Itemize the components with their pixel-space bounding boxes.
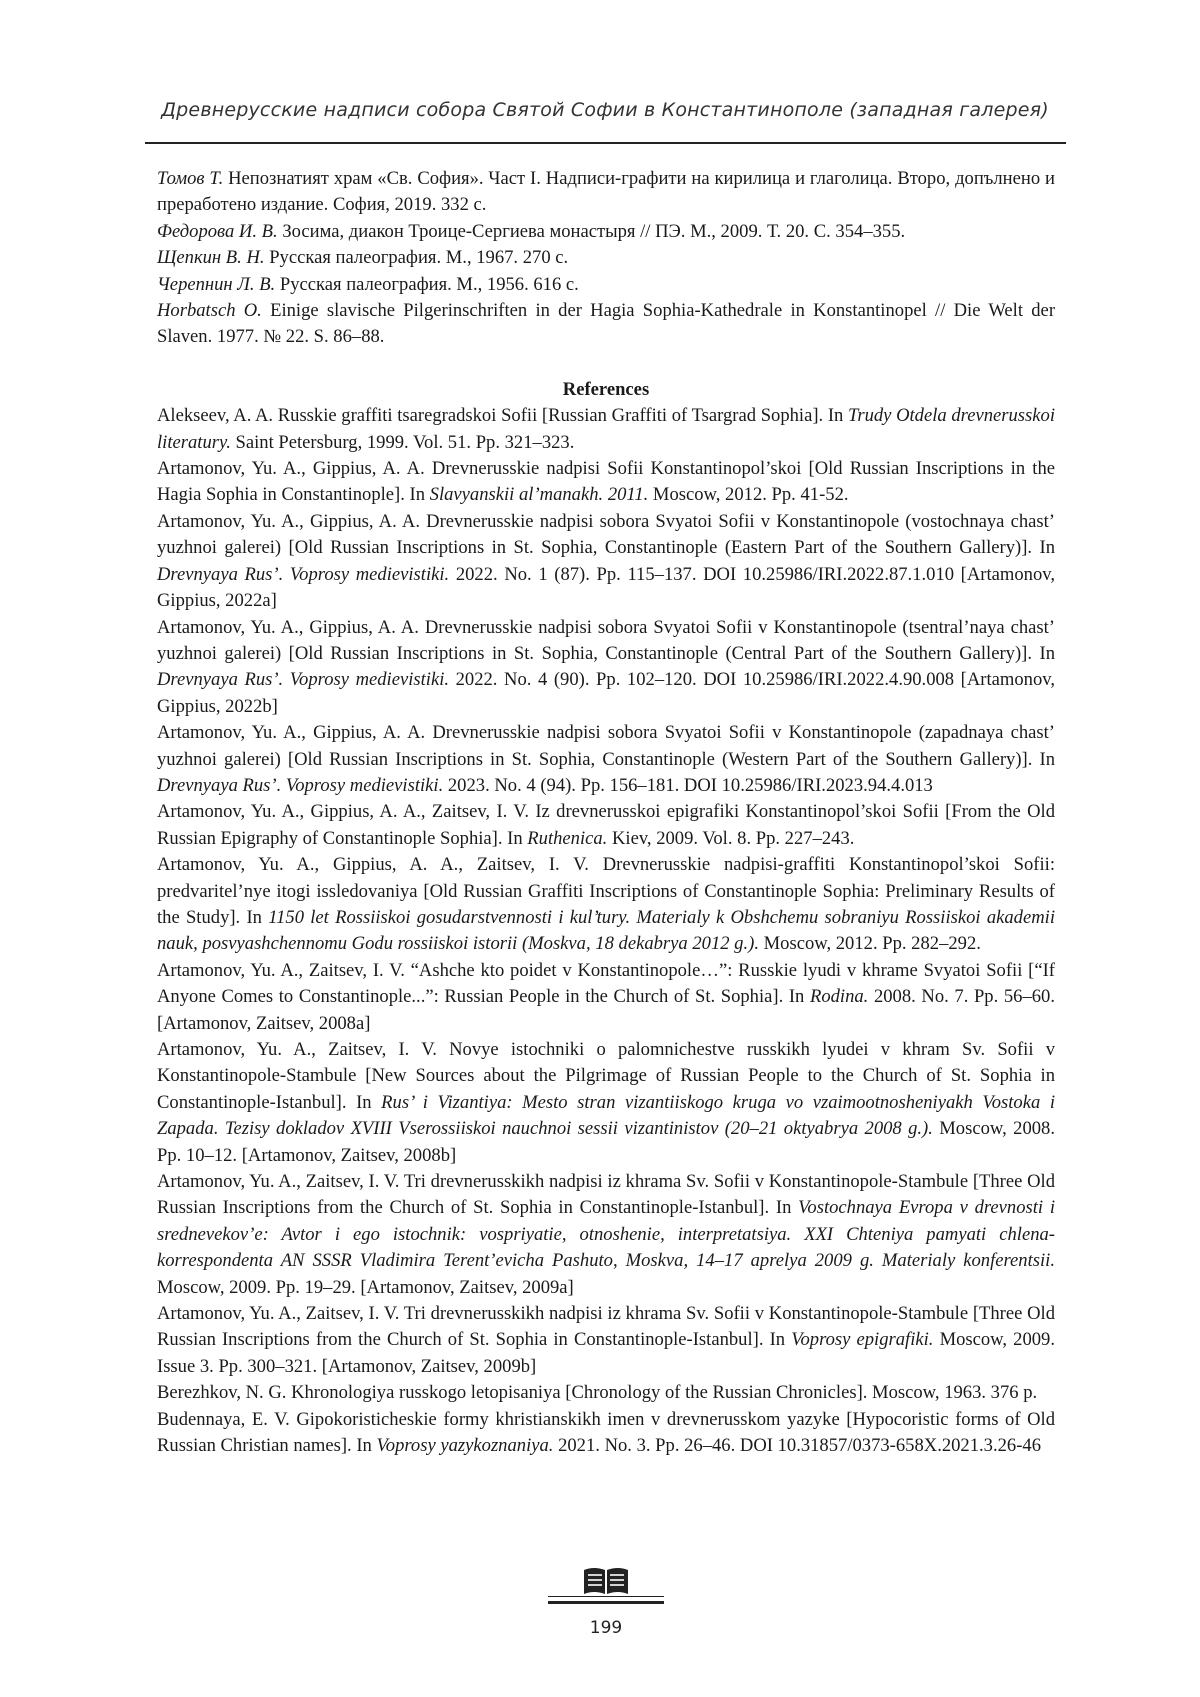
ref-source: 1150 let Rossiiskoi gosudarstvennosti i kul’tury. Materialy k Obshchemu sobraniyu Rossiiskoi akademii nauk, posvyashchennomu Godu rossiiskoi istorii (Moskva, 18 dekabrya 2012 g.). <box>157 906 1055 955</box>
reference-entry <box>157 403 1055 456</box>
ref-text: Artamonov, Yu. A., Gippius, A. A. Drevnerusskie nadpisi Sofii Konstantinopol’skoi [Old Russian Inscriptions in the Hagia Sophia in Constantinople]. In <box>157 458 1055 506</box>
ref-details: Moscow, 2008. Pp. 10–12. [Artamonov, Zaitsev, 2008b] <box>157 1118 1055 1166</box>
page-body <box>157 166 1055 1460</box>
ref-text: Alekseev, A. A. Russkie graffiti tsaregradskoi Sofii [Russian Graffiti of Tsargrad Sophia]. In <box>157 405 849 427</box>
reference-entry <box>157 509 1055 615</box>
bib-entry <box>157 272 1055 298</box>
reference-entry <box>157 852 1055 958</box>
reference-entry <box>157 1037 1055 1169</box>
bib-entry <box>157 166 1055 219</box>
ref-source: Ruthenica. <box>527 827 608 849</box>
bibliography-list <box>157 166 1055 351</box>
reference-entry <box>157 958 1055 1037</box>
reference-entry <box>157 799 1055 852</box>
ref-details: 2023. No. 4 (94). Pp. 156–181. DOI 10.25986/IRI.2023.94.4.013 <box>443 774 933 796</box>
ref-source: Rus’ i Vizantiya: Mesto stran vizantiiskogo kruga vo vzaimootnosheniyakh Vostoka i Zapada. Tezisy dokladov XVIII Vserossiiskoi nauchnoi sessii vizantinistov (20–21 oktyabrya 2008 g.). <box>157 1091 1055 1140</box>
references-list <box>157 403 1055 1459</box>
reference-entry <box>157 1301 1055 1380</box>
ref-text: Artamonov, Yu. A., Zaitsev, I. V. Novye istochniki o palomnichestve russkikh lyudei v khram Sv. Sofii v Konstantinopole-Stambule [New Sources about the Pilgrimage of Russian People to the Church of St. Sophia in Constantinople-Istanbul]. In <box>157 1039 1055 1113</box>
reference-entry <box>157 456 1055 509</box>
ref-source: Drevnyaya Rus’. Voprosy medievistiki. <box>157 669 450 691</box>
ref-source: Voprosy epigrafiki. <box>791 1329 934 1351</box>
bib-text: Зосима, диакон Троице-Сергиева монастыря // ПЭ. М., 2009. Т. 20. С. 354–355. <box>277 220 906 242</box>
ref-source: Rodina. <box>809 986 869 1008</box>
bib-author: Horbatsch O. <box>157 300 262 322</box>
bib-author: Томов Т. <box>157 168 224 189</box>
ref-text: Artamonov, Yu. A., Gippius, A. A. Drevnerusskie nadpisi sobora Svyatoi Sofii v Konstantinopole (zapadnaya chast’ yuzhnoi galerei) [Old Russian Inscriptions in St. Sophia, Constantinople (Western Part of the Southern Gallery)]. In <box>157 722 1055 770</box>
reference-entry <box>157 1407 1055 1460</box>
reference-entry <box>157 615 1055 721</box>
page-number: 199 <box>589 1618 623 1638</box>
ref-details: 2008. No. 7. Pp. 56–60. [Artamonov, Zaitsev, 2008a] <box>157 986 1055 1034</box>
bib-entry <box>157 245 1055 271</box>
ref-text: Artamonov, Yu. A., Zaitsev, I. V. Tri drevnerusskikh nadpisi iz khrama Sv. Sofii v Konstantinopole-Stambule [Three Old Russian Inscriptions from the Church of St. Sophia in Constantinople-Istanbul]. In <box>157 1303 1055 1351</box>
ref-text: Artamonov, Yu. A., Gippius, A. A. Drevnerusskie nadpisi sobora Svyatoi Sofii v Konstantinopole (tsentral’naya chast’ yuzhnoi galerei) [Old Russian Inscriptions in St. Sophia, Constantinople (Central Part of the Southern Gallery)]. In <box>157 616 1055 664</box>
ref-source: Drevnyaya Rus’. Voprosy medievistiki. <box>157 774 444 796</box>
bib-author: Федорова И. В. <box>157 220 278 242</box>
ref-source: Vostochnaya Evropa v drevnosti i srednevekov’e: Avtor i ego istochnik: vospriyatie, otnoshenie, interpretatsiya. XXI Chteniya pamyati chlena-korrespondenta AN SSSR Vladimira Terent’evicha Pashuto, Moskva, 14–17 aprelya 2009 g. Materialy konferentsii. <box>157 1197 1055 1272</box>
ref-text: Budennaya, E. V. Gipokoristicheskie formy khristianskikh imen v drevnerusskom yazyke [Hypocoristic forms of Old Russian Christian names]. In <box>157 1408 1055 1457</box>
open-book-icon <box>582 1566 630 1596</box>
references-heading: References <box>562 378 650 400</box>
reference-entry <box>157 720 1055 799</box>
ref-text: Artamonov, Yu. A., Zaitsev, I. V. “Ashche kto poidet v Konstantinopole…”: Russkie lyudi v khrame Svyatoi Sofii [“If Anyone Comes to Constantinople...”: Russian People in the Church of St. Sophia]. In <box>157 959 1055 1008</box>
ref-details: Kiev, 2009. Vol. 8. Pp. 227–243. <box>607 827 855 849</box>
ref-details: Moscow, 2009. Pp. 19–29. [Artamonov, Zaitsev, 2009a] <box>157 1276 574 1298</box>
ref-source: Trudy Otdela drevnerusskoi literatury. <box>157 405 1055 453</box>
reference-entry <box>157 1380 1055 1406</box>
bib-text: Непознатият храм «Св. София». Част I. Надписи-графити на кирилица и глаголица. Второ, допълнено и преработено издание. София, 2019. 332 с. <box>157 168 1055 216</box>
ref-details: 2021. No. 3. Pp. 26–46. DOI 10.31857/0373-658X.2021.3.26-46 <box>553 1435 1041 1457</box>
bib-entry <box>157 298 1055 351</box>
bib-entry <box>157 219 1055 245</box>
bib-author: Щепкин В. Н. <box>157 247 265 269</box>
footer-rule <box>548 1596 664 1597</box>
ref-details: Moscow, 2012. Pp. 41-52. <box>648 484 849 506</box>
ref-details: 2022. No. 4 (90). Pp. 102–120. DOI 10.25986/IRI.2022.4.90.008 [Artamonov, Gippius, 2022b] <box>157 669 1055 717</box>
ref-source: Slavyanskii al’manakh. 2011. <box>429 484 649 506</box>
bib-text: Русская палеография. М., 1956. 616 с. <box>275 273 579 295</box>
ref-source: Drevnyaya Rus’. Voprosy medievistiki. <box>157 563 450 585</box>
ref-text: Artamonov, Yu. A., Gippius, A. A. Drevnerusskie nadpisi sobora Svyatoi Sofii v Konstantinopole (vostochnaya chast’ yuzhnoi galerei) [Old Russian Inscriptions in St. Sophia, Constantinople (Eastern Part of the Southern Gallery)]. In <box>157 510 1055 559</box>
ref-details: Moscow, 2012. Pp. 282–292. <box>758 933 981 955</box>
ref-details: 2022. No. 1 (87). Pp. 115–137. DOI 10.25986/IRI.2022.87.1.010 [Artamonov, Gippius, 2022a] <box>157 563 1055 612</box>
ref-text: Artamonov, Yu. A., Gippius, A. A., Zaitsev, I. V. Iz drevnerusskoi epigrafiki Konstantinopol’skoi Sofii [From the Old Russian Epigraphy of Constantinople Sophia]. In <box>157 801 1055 849</box>
bib-author: Черепнин Л. В. <box>157 273 276 295</box>
ref-text: Artamonov, Yu. A., Gippius, A. A., Zaitsev, I. V. Drevnerusskie nadpisi-graffiti Konstantinopol’skoi Sofii: predvaritel’nye itogi issledovaniya [Old Russian Graffiti Inscriptions of Constantinople Sophia: Preliminary Results of the Study]. In <box>157 854 1055 928</box>
running-head: Древнерусские надписи собора Святой Софии в Константинополе (западная галерея) <box>161 99 1049 121</box>
reference-entry <box>157 1169 1055 1301</box>
ref-text: Berezhkov, N. G. Khronologiya russkogo letopisaniya [Chronology of the Russian Chronicles]. Moscow, 1963. 376 p. <box>157 1382 1038 1404</box>
header-rule <box>145 142 1066 144</box>
ref-details: Saint Petersburg, 1999. Vol. 51. Pp. 321–323. <box>230 431 575 453</box>
footer-rule-thick <box>548 1601 664 1604</box>
ref-source: Voprosy yazykoznaniya. <box>376 1435 554 1457</box>
bib-text: Einige slavische Pilgerinschriften in der Hagia Sophia-Kathedrale in Konstantinopel // Die Welt der Slaven. 1977. № 22. S. 86–88. <box>157 300 1056 348</box>
ref-details: Moscow, 2009. Issue 3. Pp. 300–321. [Artamonov, Zaitsev, 2009b] <box>157 1329 1055 1377</box>
bib-text: Русская палеография. М., 1967. 270 с. <box>264 247 569 269</box>
ref-text: Artamonov, Yu. A., Zaitsev, I. V. Tri drevnerusskikh nadpisi iz khrama Sv. Sofii v Konstantinopole-Stambule [Three Old Russian Inscriptions from the Church of St. Sophia in Constantinople-Istanbul]. In <box>157 1171 1055 1219</box>
